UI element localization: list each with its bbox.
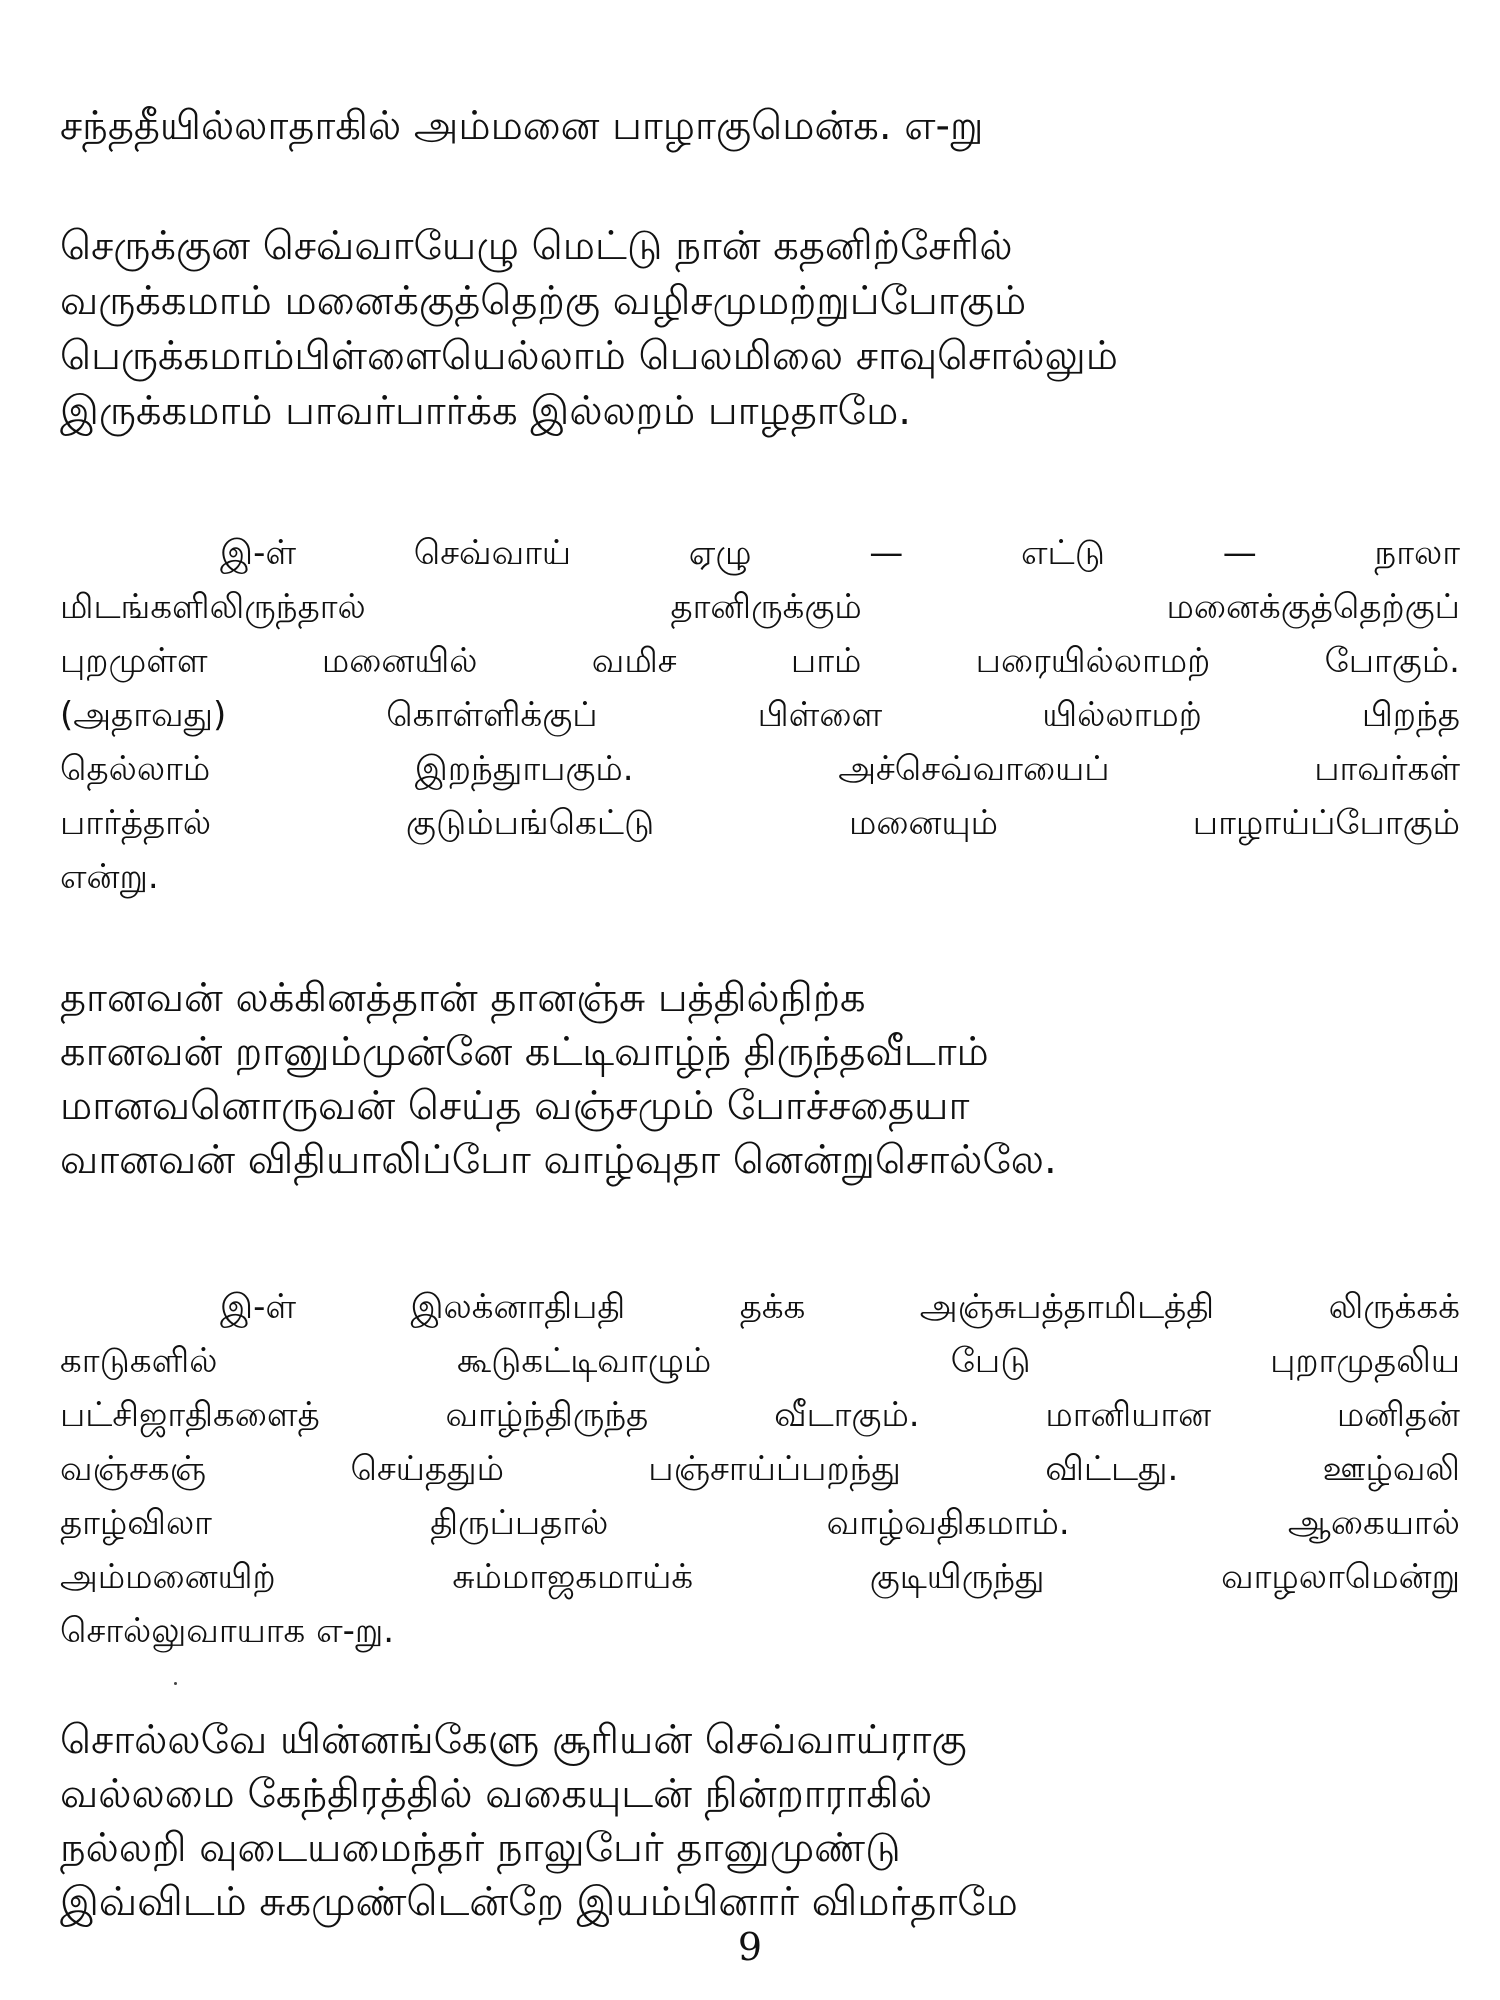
commentary-line: புறமுள்ள மனையில் வமிச பாம் பரையில்லாமற் போகும். [60, 641, 1460, 681]
verse-line: மானவனொருவன் செய்த வஞ்சமும் போச்சதையா [60, 1083, 970, 1129]
commentary-line: இ-ள் செவ்வாய் ஏழு — எட்டு — நாலா [220, 533, 1460, 573]
commentary-line: (அதாவது) கொள்ளிக்குப் பிள்ளை யில்லாமற் பிறந்த [60, 695, 1460, 735]
verse-line: தானவன் லக்கினத்தான் தானஞ்சு பத்தில்நிற்க [60, 975, 866, 1021]
verse-line: வல்லமை கேந்திரத்தில் வகையுடன் நின்றாராகில் [60, 1771, 933, 1817]
commentary-line: அம்மனையிற் சும்மாஜகமாய்க் குடியிருந்து வாழலாமென்று [60, 1557, 1460, 1597]
page-number: 9 [737, 1925, 763, 1969]
intro-line: சந்ததீயில்லாதாகில் அம்மனை பாழாகுமென்க. எ-று [60, 103, 984, 149]
verse-line: இவ்விடம் சுகமுண்டென்றே இயம்பினார் விமர்தாமே [60, 1879, 1018, 1925]
scan-speck [174, 1682, 177, 1685]
commentary-line: காடுகளில் கூடுகட்டிவாழும் பேடு புறாமுதலிய [60, 1341, 1460, 1381]
verse-line: செருக்குன செவ்வாயேழு மெட்டு நான் கதனிற்சேரில் [60, 223, 1013, 269]
commentary-line: பார்த்தால் குடும்பங்கெட்டு மனையும் பாழாய்ப்போகும் [60, 803, 1460, 843]
verse-line: இருக்கமாம் பாவர்பார்க்க இல்லறம் பாழதாமே. [60, 388, 911, 434]
commentary-line: இ-ள் இலக்னாதிபதி தக்க அஞ்சுபத்தாமிடத்தி லிருக்கக் [220, 1287, 1460, 1327]
commentary-line: சொல்லுவாயாக எ-று. [60, 1611, 395, 1651]
commentary-line: பட்சிஜாதிகளைத் வாழ்ந்திருந்த வீடாகும். மானியான மனிதன் [60, 1395, 1460, 1435]
commentary-line: என்று. [60, 857, 159, 897]
verse-line: வானவன் விதியாலிப்போ வாழ்வுதா னென்றுசொல்லே. [60, 1137, 1057, 1183]
verse-line: பெருக்கமாம்பிள்ளையெல்லாம் பெலமிலை சாவுசொல்லும் [60, 333, 1118, 379]
verse-line: வருக்கமாம் மனைக்குத்தெற்கு வழிசமுமற்றுப்போகும் [60, 278, 1027, 324]
verse-line: சொல்லவே யின்னங்கேளு சூரியன் செவ்வாய்ராகு [60, 1717, 967, 1763]
commentary-line: வஞ்சகஞ் செய்ததும் பஞ்சாய்ப்பறந்து விட்டது. ஊழ்வலி [60, 1449, 1460, 1489]
commentary-line: தாழ்விலா திருப்பதால் வாழ்வதிகமாம். ஆகையால் [60, 1503, 1460, 1543]
verse-line: கானவன் றானும்முன்னே கட்டிவாழ்ந் திருந்தவீடாம் [60, 1029, 989, 1075]
verse-line: நல்லறி வுடையமைந்தர் நாலுபேர் தானுமுண்டு [60, 1825, 901, 1871]
commentary-line: தெல்லாம் இறந்துாபகும். அச்செவ்வாயைப் பாவர்கள் [60, 749, 1460, 789]
commentary-line: மிடங்களிலிருந்தால் தானிருக்கும் மனைக்குத்தெற்குப் [60, 587, 1460, 627]
